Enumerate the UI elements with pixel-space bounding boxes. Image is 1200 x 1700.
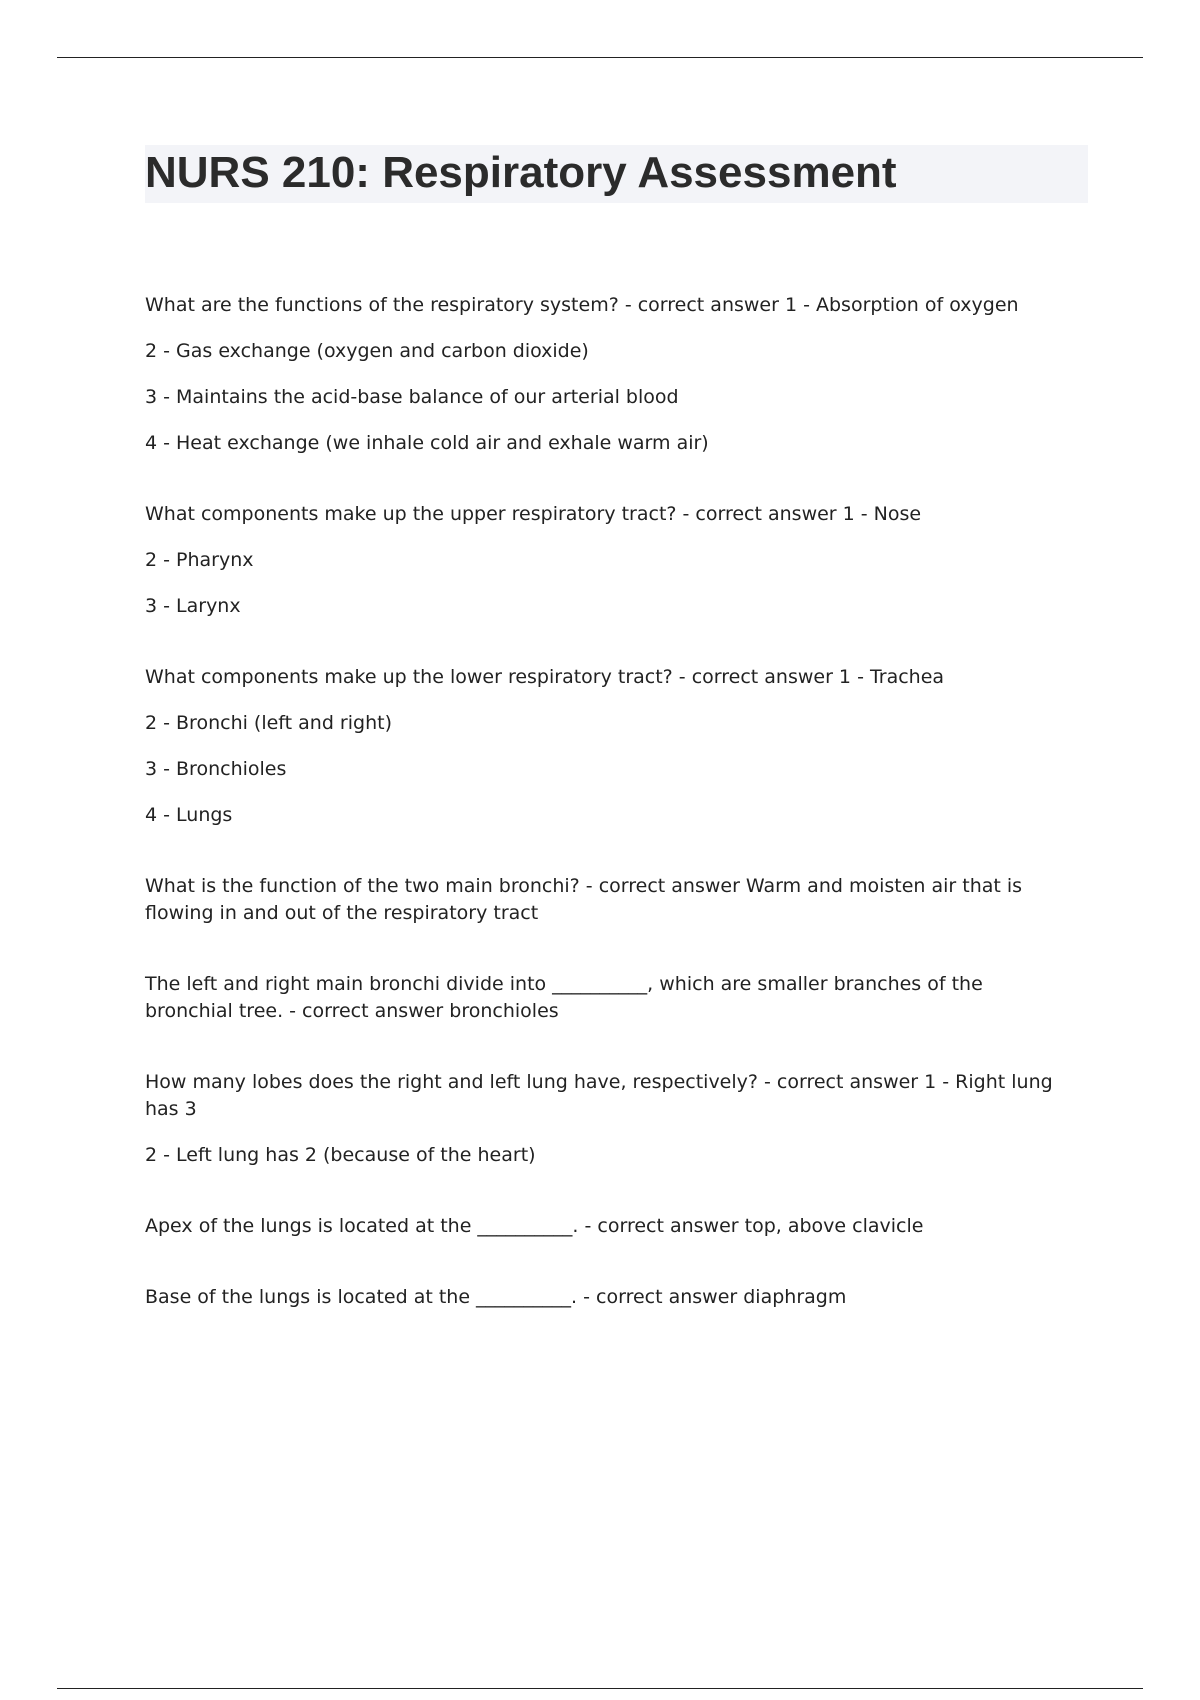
- qa-block: [145, 1284, 1075, 1311]
- answer-line: 2 - Left lung has 2 (because of the heart): [145, 1144, 536, 1166]
- question-line: What components make up the lower respiratory tract? - correct answer 1 - Trachea: [145, 666, 945, 688]
- answer-line: 3 - Bronchioles: [145, 758, 287, 780]
- qa-block: [145, 292, 1075, 457]
- qa-block: [145, 971, 1075, 1025]
- answer-line: 2 - Gas exchange (oxygen and carbon dioxide): [145, 340, 589, 362]
- question-line: Apex of the lungs is located at the __________. - correct answer top, above clavicle: [145, 1215, 924, 1237]
- qa-block: [145, 664, 1075, 829]
- answer-line: 4 - Lungs: [145, 804, 233, 826]
- answer-line: 4 - Heat exchange (we inhale cold air and exhale warm air): [145, 432, 709, 454]
- top-rule: [57, 57, 1143, 58]
- answer-line: 3 - Maintains the acid-base balance of our arterial blood: [145, 386, 679, 408]
- qa-block: [145, 501, 1075, 620]
- qa-block: [145, 1213, 1075, 1240]
- qa-block: [145, 1069, 1075, 1169]
- bottom-rule: [57, 1688, 1143, 1689]
- question-line: Base of the lungs is located at the __________. - correct answer diaphragm: [145, 1286, 847, 1308]
- document-title: NURS 210: Respiratory Assessment: [145, 148, 897, 197]
- question-line: The left and right main bronchi divide into __________, which are smaller branches of the bronchial tree. - correct answer bronchioles: [145, 973, 983, 1022]
- question-line: What components make up the upper respiratory tract? - correct answer 1 - Nose: [145, 503, 922, 525]
- question-line: How many lobes does the right and left lung have, respectively? - correct answer 1 - Right lung has 3: [145, 1071, 1053, 1120]
- question-line: What is the function of the two main bronchi? - correct answer Warm and moisten air that is flowing in and out of the respiratory tract: [145, 875, 1023, 924]
- qa-list: [145, 292, 1075, 1355]
- answer-line: 3 - Larynx: [145, 595, 241, 617]
- answer-line: 2 - Bronchi (left and right): [145, 712, 392, 734]
- qa-block: [145, 873, 1075, 927]
- question-line: What are the functions of the respiratory system? - correct answer 1 - Absorption of oxygen: [145, 294, 1019, 316]
- answer-line: 2 - Pharynx: [145, 549, 254, 571]
